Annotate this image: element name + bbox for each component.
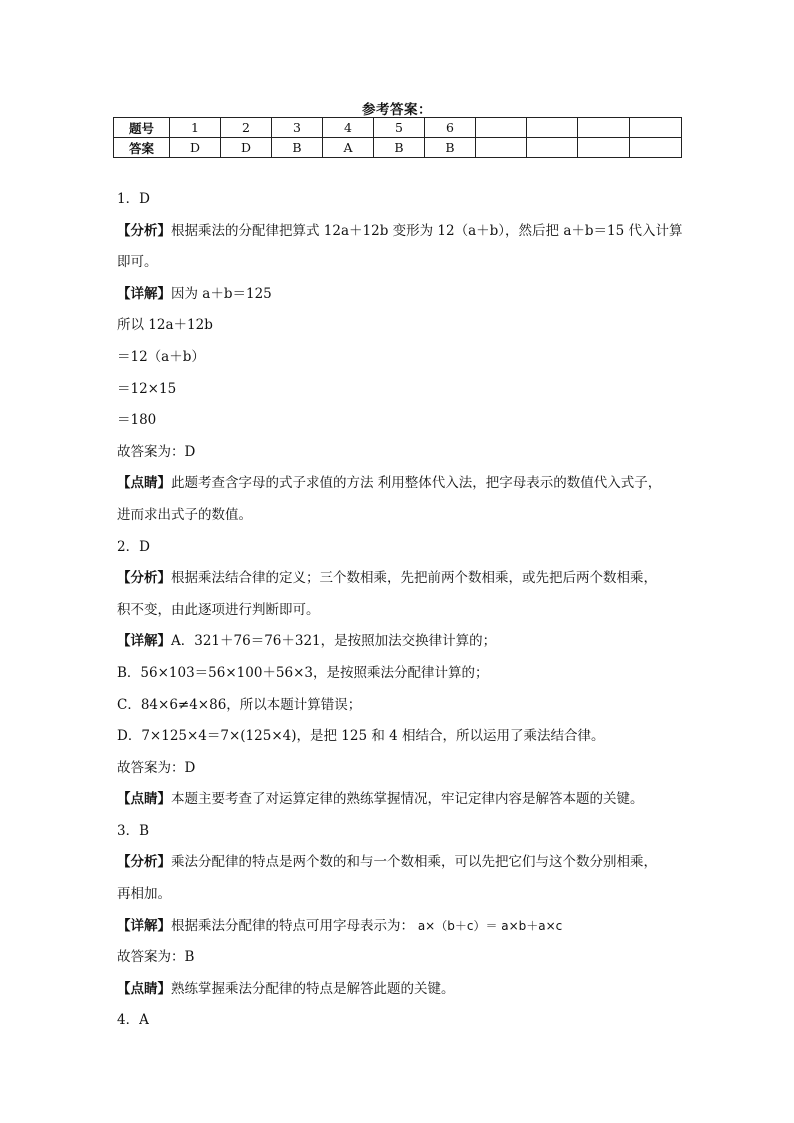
detail-line: D．7×125×4＝7×(125×4)，是把 125 和 4 相结合，所以运用了乘法结合律。: [117, 728, 605, 745]
table-cell: 2: [221, 118, 272, 138]
comment-line: [117, 468, 682, 500]
analysis-text: 根据乘法结合律的定义；三个数相乘，先把前两个数相乘，或先把后两个数相乘，: [171, 570, 657, 587]
analysis-text: 根据乘法的分配律把算式 12a＋12b 变形为 12（a＋b），然后把 a＋b＝15 代入计算: [171, 222, 683, 239]
detail-tag: 【详解】: [117, 285, 171, 302]
table-cell: D: [170, 138, 221, 158]
comment-tag: 【点睛】: [117, 791, 171, 808]
detail-text: 因为 a＋b＝125: [171, 285, 272, 302]
table-cell: [527, 118, 578, 138]
analysis-line: 再相加。: [117, 886, 171, 903]
table-cell: 6: [425, 118, 476, 138]
table-cell: B: [272, 138, 323, 158]
table-cell: B: [374, 138, 425, 158]
table-cell: 1: [170, 118, 221, 138]
table-cell: A: [323, 138, 374, 158]
table-cell: D: [221, 138, 272, 158]
answer-line: 故答案为：D: [117, 443, 196, 460]
table-cell: 5: [374, 118, 425, 138]
analysis-tag: 【分析】: [117, 222, 171, 239]
comment-tag: 【点睛】: [117, 980, 171, 997]
answer-line: 故答案为：B: [117, 949, 195, 966]
table-cell: [527, 138, 578, 158]
comment-line: [117, 974, 682, 1006]
detail-line: [117, 279, 682, 311]
table-cell: [476, 118, 527, 138]
table-cell: 4: [323, 118, 374, 138]
comment-line: [117, 784, 682, 816]
detail-line: 所以 12a＋12b: [117, 317, 213, 334]
table-cell: [630, 118, 682, 138]
detail-line: [117, 911, 682, 943]
comment-text: 熟练掌握乘法分配律的特点是解答此题的关键。: [171, 980, 455, 997]
detail-tag: 【详解】: [117, 917, 171, 934]
detail-tag: 【详解】: [117, 633, 171, 650]
analysis-line: [117, 216, 682, 248]
analysis-text: 乘法分配律的特点是两个数的和与一个数相乘，可以先把它们与这个数分别相乘，: [171, 854, 657, 871]
table-row-answers: [114, 138, 682, 158]
detail-line: C．84×6≠4×86，所以本题计算错误；: [117, 696, 362, 713]
table-header-cell: 题号: [114, 118, 170, 138]
table-cell: 3: [272, 118, 323, 138]
detail-line: ＝12×15: [117, 380, 177, 397]
answer-table: [113, 117, 682, 158]
comment-line: 进而求出式子的数值。: [117, 506, 252, 523]
question-number: 1．D: [117, 191, 150, 207]
comment-text: 本题主要考查了对运算定律的熟练掌握情况，牢记定律内容是解答本题的关键。: [171, 791, 644, 808]
comment-tag: 【点睛】: [117, 475, 171, 492]
page-title: 参考答案：: [362, 102, 432, 118]
detail-line: B．56×103＝56×100＋56×3，是按照乘法分配律计算的；: [117, 664, 489, 681]
comment-text: 此题考查含字母的式子求值的方法 利用整体代入法，把字母表示的数值代入式子，: [171, 475, 662, 492]
detail-line: ＝12（a＋b）: [117, 348, 205, 365]
answer-line: 故答案为：D: [117, 759, 196, 776]
question-number: 2．D: [117, 538, 150, 555]
table-cell: [476, 138, 527, 158]
solutions: [117, 184, 682, 1037]
question-number: 3．B: [117, 822, 150, 839]
detail-text: 根据乘法分配律的特点可用字母表示为：: [171, 917, 414, 934]
question-number: 4．A: [117, 1012, 149, 1029]
analysis-line: [117, 563, 682, 595]
formula-text: a×（b＋c）＝ a×b＋a×c: [414, 918, 563, 933]
table-row-numbers: [114, 118, 682, 138]
table-cell: B: [425, 138, 476, 158]
table-header-cell: 答案: [114, 138, 170, 158]
detail-line: [117, 626, 682, 658]
analysis-line: [117, 847, 682, 879]
detail-text: A．321＋76＝76＋321，是按照加法交换律计算的；: [171, 633, 497, 650]
table-cell: [578, 118, 630, 138]
analysis-tag: 【分析】: [117, 854, 171, 871]
table-cell: [578, 138, 630, 158]
table-cell: [630, 138, 682, 158]
analysis-tag: 【分析】: [117, 570, 171, 587]
analysis-line: 即可。: [117, 254, 158, 271]
detail-line: ＝180: [117, 412, 157, 429]
analysis-line: 积不变，由此逐项进行判断即可。: [117, 601, 320, 618]
